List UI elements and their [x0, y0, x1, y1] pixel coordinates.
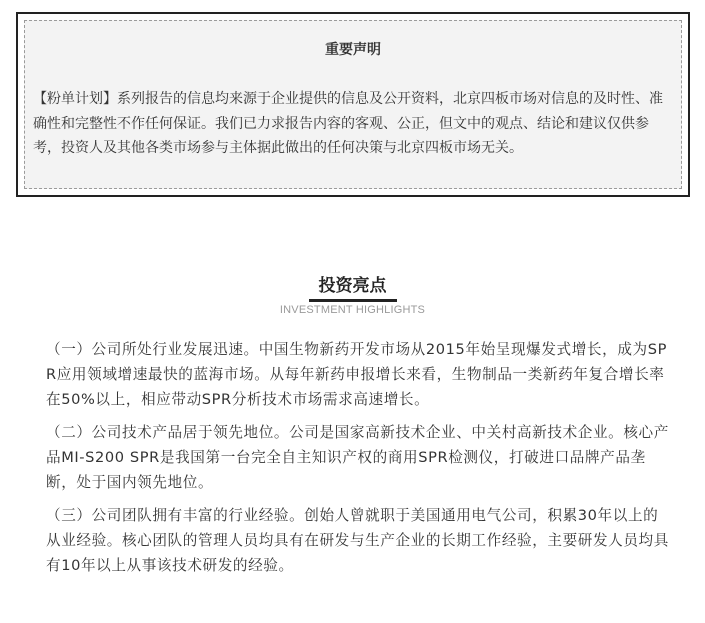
disclaimer-title: 重要声明	[325, 42, 381, 58]
highlights-list	[46, 337, 672, 586]
highlight-paragraph-1: （一）公司所处行业发展迅速。中国生物新药开发市场从2015年始呈现爆发式增长，成为SPR应用领域增速最快的蓝海市场。从每年新药申报增长来看，生物制品一类新药年复合增长率在50%以上，相应带动SPR分析技术市场需求高速增长。	[46, 341, 667, 408]
disclaimer-box	[16, 12, 690, 197]
section-header	[0, 274, 705, 316]
disclaimer-body: 【粉单计划】系列报告的信息均来源于企业提供的信息及公开资料，北京四板市场对信息的及时性、准确性和完整性不作任何保证。我们已力求报告内容的客观、公正，但文中的观点、结论和建议仅供参考，投资人及其他各类市场参与主体据此做出的任何决策与北京四板市场无关。	[33, 91, 663, 156]
section-subtitle: INVESTMENT HIGHLIGHTS	[279, 304, 426, 316]
highlight-paragraph-2: （二）公司技术产品居于领先地位。公司是国家高新技术企业、中关村高新技术企业。核心产品MI-S200 SPR是我国第一台完全自主知识产权的商用SPR检测仪，打破进口品牌产品垄断，处于国内领先地位。	[46, 424, 669, 491]
disclaimer-inner-frame	[24, 20, 682, 189]
highlight-paragraph-3: （三）公司团队拥有丰富的行业经验。创始人曾就职于美国通用电气公司，积累30年以上的从业经验。核心团队的管理人员均具有在研发与生产企业的长期工作经验，主要研发人员均具有10年以上从事该技术研发的经验。	[46, 507, 669, 574]
section-title: 投资亮点	[309, 274, 397, 302]
